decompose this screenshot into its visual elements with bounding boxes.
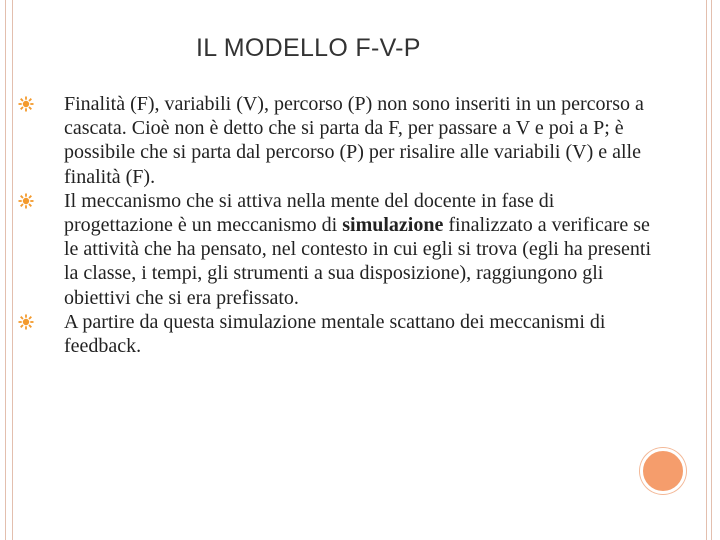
bullet-text-part: finalizzato a verificare se le attività che ha pensato, nel contesto in cui egli si trova (egli ha presenti la classe, i tempi, gli strumenti a sua disposizione), raggiungono gli obiettivi che si era prefissato.: [64, 214, 652, 309]
sun-bullet-icon: [18, 314, 34, 330]
slide-title: IL MODELLO F-V-P: [196, 34, 421, 62]
right-border-line: [711, 0, 712, 540]
bullet-text: [64, 190, 651, 309]
bullet-item: [18, 310, 668, 358]
right-border-line-inner: [706, 0, 707, 540]
bullet-item: [18, 189, 668, 310]
bullet-text-part: Il meccanismo che si attiva nella mente del docente in fase di progettazione è un meccanismo di: [64, 189, 555, 237]
bullet-emphasis: simulazione: [342, 214, 444, 237]
left-border-line-inner: [12, 0, 13, 540]
sun-bullet-icon: [18, 193, 34, 209]
bullet-text: A partire da questa simulazione mentale scattano dei meccanismi di feedback.: [64, 310, 606, 358]
sun-bullet-icon: [18, 96, 34, 112]
left-border-line: [5, 0, 6, 540]
decorative-circle: [640, 448, 686, 494]
bullet-list: [18, 92, 668, 358]
bullet-item: [18, 92, 668, 189]
bullet-text: Finalità (F), variabili (V), percorso (P) non sono inseriti in un percorso a cascata. Cioè non è detto che si parta da F, per passare a V e poi a P; è possibile che si parta dal percorso (P) per risalire alle variabili (V) e alle finalità (F).: [64, 93, 644, 188]
